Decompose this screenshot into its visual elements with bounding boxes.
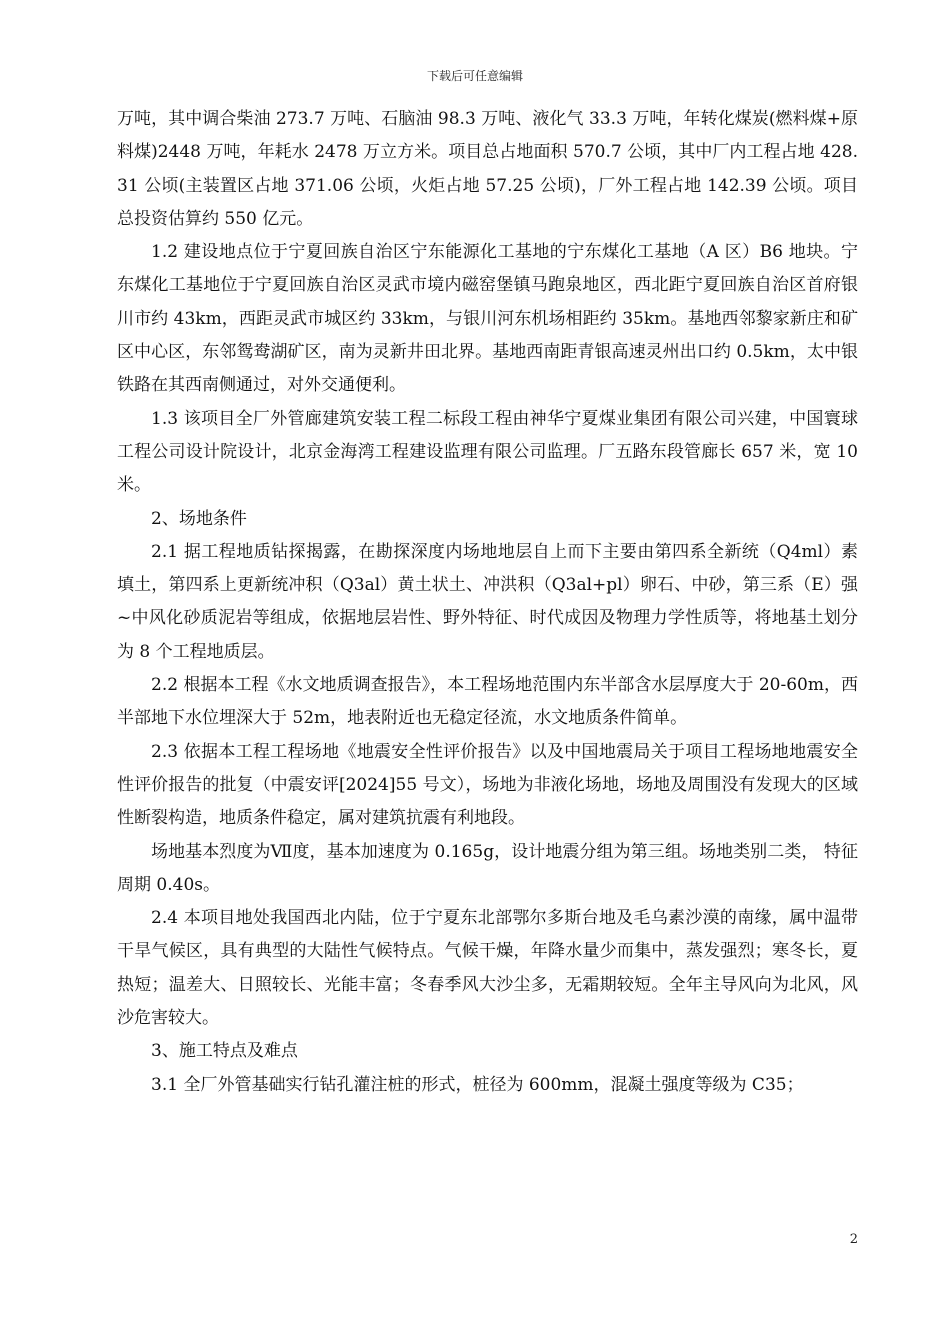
page-header: 下载后可任意编辑 (426, 69, 523, 83)
document-body (117, 103, 858, 1102)
paragraph-3: 1.3 该项目全厂外管廊建筑安装工程二标段工程由神华宁夏煤业集团有限公司兴建，中国寰球工程公司设计院设计，北京金海湾工程建设监理有限公司监理。厂五路东段管廊长 657 米，宽 10 米。 (117, 408, 858, 496)
paragraph-1: 万吨，其中调合柴油 273.7 万吨、石脑油 98.3 万吨、液化气 33.3 万吨，年转化煤炭(燃料煤+原料煤)2448 万吨，年耗水 2478 万立方米。项目总占地面积 570.7 公顷，其中厂内工程占地 428.31 公顷(主装置区占地 371.06 公顷，火炬占地 57.25 公顷)，厂外工程占地 142.39 公顷。项目总投资估算约 550 亿元。 (117, 109, 858, 229)
section-heading-3: 3、施工特点及难点 (151, 1041, 298, 1062)
section-heading-2: 2、场地条件 (151, 508, 247, 529)
paragraph-2-4: 2.4 本项目地处我国西北内陆，位于宁夏东北部鄂尔多斯台地及毛乌素沙漠的南缘，属中温带干旱气候区，具有典型的大陆性气候特点。气候干燥，年降水量少而集中，蒸发强烈；寒冬长，夏热短；温差大、日照较长、光能丰富；冬春季风大沙尘多，无霜期较短。全年主导风向为北风，风沙危害较大。 (117, 908, 858, 1029)
paragraph-3-1: 3.1 全厂外管基础实行钻孔灌注桩的形式，桩径为 600mm，混凝土强度等级为 C35； (151, 1074, 804, 1095)
paragraph-2-1: 2.1 据工程地质钻探揭露，在勘探深度内场地地层自上而下主要由第四系全新统（Q4ml）素填土，第四系上更新统冲积（Q3al）黄土状土、冲洪积（Q3al+pl）卵石、中砂，第三系（E）强~中风化砂质泥岩等组成，依据地层岩性、野外特征、时代成因及物理力学性质等，将地基土划分为 8 个工程地质层。 (117, 541, 858, 662)
paragraph-2: 1.2 建设地点位于宁夏回族自治区宁东能源化工基地的宁东煤化工基地（A 区）B6 地块。宁东煤化工基地位于宁夏回族自治区灵武市境内磁窑堡镇马跑泉地区，西北距宁夏回族自治区首府银川市约 43km，西距灵武市城区约 33km，与银川河东机场相距约 35km。基地西邻黎家新庄和矿区中心区，东邻鸳鸯湖矿区，南为灵新井田北界。基地西南距青银高速灵州出口约 0.5km，太中银铁路在其西南侧通过，对外交通便利。 (117, 242, 858, 396)
paragraph-2-2: 2.2 根据本工程《水文地质调查报告》，本工程场地范围内东半部含水层厚度大于 20-60m，西半部地下水位埋深大于 52m，地表附近也无稳定径流，水文地质条件简单。 (117, 675, 858, 729)
paragraph-2-3: 2.3 依据本工程工程场地《地震安全性评价报告》以及中国地震局关于项目工程场地地震安全性评价报告的批复（中震安评[2024]55 号文），场地为非液化场地，场地及周围没有发现大的区域性断裂构造，地质条件稳定，属对建筑抗震有利地段。 (117, 741, 858, 829)
page-number: 2 (849, 1232, 858, 1247)
paragraph-seismic: 场地基本烈度为Ⅶ度，基本加速度为 0.165g，设计地震分组为第三组。场地类别二类， 特征周期 0.40s。 (117, 841, 858, 895)
